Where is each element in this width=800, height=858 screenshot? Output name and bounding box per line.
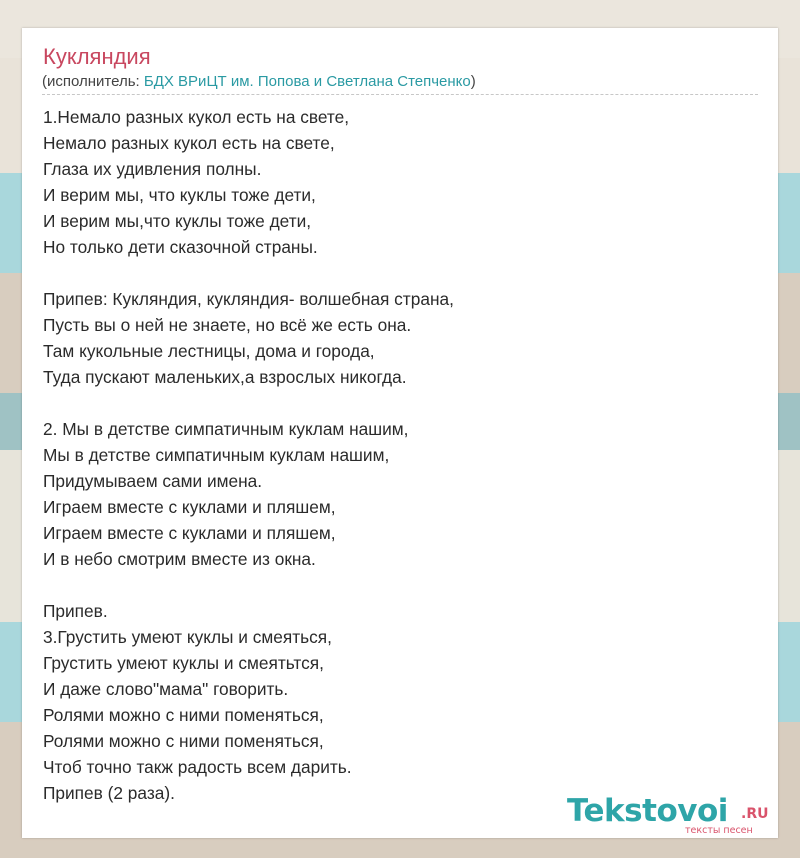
lyric-line: 2. Мы в детстве симпатичным куклам нашим,	[43, 419, 409, 439]
performer-link[interactable]: БДХ ВРиЦТ им. Попова и Светлана Степченко	[143, 73, 471, 90]
lyric-line: И даже слово"мама" говорить.	[43, 679, 289, 699]
lyric-line: 1.Немало разных кукол есть на свете,	[43, 107, 350, 127]
lyric-line: Играем вместе с куклами и пляшем,	[43, 497, 336, 517]
stanza-gap	[43, 260, 759, 286]
lyrics-card	[22, 28, 778, 838]
lyric-line: И верим мы,что куклы тоже дети,	[43, 211, 312, 231]
page-title: Кукляндия	[43, 44, 151, 69]
logo-tld: .RU	[741, 806, 769, 822]
lyric-line: И верим мы, что куклы тоже дети,	[43, 185, 316, 205]
performer-prefix: (исполнитель:	[42, 73, 144, 90]
lyric-line: Ролями можно с ними поменяться,	[43, 705, 324, 725]
lyric-line: Там кукольные лестницы, дома и города,	[43, 341, 375, 361]
lyric-line: Припев (2 раза).	[43, 783, 175, 803]
lyric-line: Грустить умеют куклы и смеятьтся,	[43, 653, 324, 673]
lyric-line: Придумываем сами имена.	[43, 471, 263, 491]
logo-tagline: тексты песен	[685, 825, 753, 836]
lyric-line: Припев.	[43, 601, 108, 621]
lyric-line: Ролями можно с ними поменяться,	[43, 731, 324, 751]
divider	[42, 94, 758, 95]
lyric-line: Припев: Кукляндия, кукляндия- волшебная страна,	[43, 289, 454, 309]
lyrics-text	[43, 104, 759, 806]
lyric-line: Глаза их удивления полны.	[43, 159, 262, 179]
stanza-gap	[43, 390, 759, 416]
tekstovoi-logo[interactable]	[567, 793, 777, 836]
lyric-line: Играем вместе с куклами и пляшем,	[43, 523, 336, 543]
logo-brand: Tekstovoi	[567, 793, 728, 829]
performer-line	[42, 72, 476, 92]
lyric-line: 3.Грустить умеют куклы и смеяться,	[43, 627, 332, 647]
lyric-line: Чтоб точно такж радость всем дарить.	[43, 757, 352, 777]
lyric-line: Мы в детстве симпатичным куклам нашим,	[43, 445, 390, 465]
lyric-line: Туда пускают маленьких,а взрослых никогда.	[43, 367, 407, 387]
performer-suffix: )	[470, 73, 476, 90]
stanza-gap	[43, 572, 759, 598]
lyric-line: Немало разных кукол есть на свете,	[43, 133, 335, 153]
lyric-line: Пусть вы о ней не знаете, но всё же есть она.	[43, 315, 412, 335]
lyric-line: И в небо смотрим вместе из окна.	[43, 549, 316, 569]
lyric-line: Но только дети сказочной страны.	[43, 237, 318, 257]
